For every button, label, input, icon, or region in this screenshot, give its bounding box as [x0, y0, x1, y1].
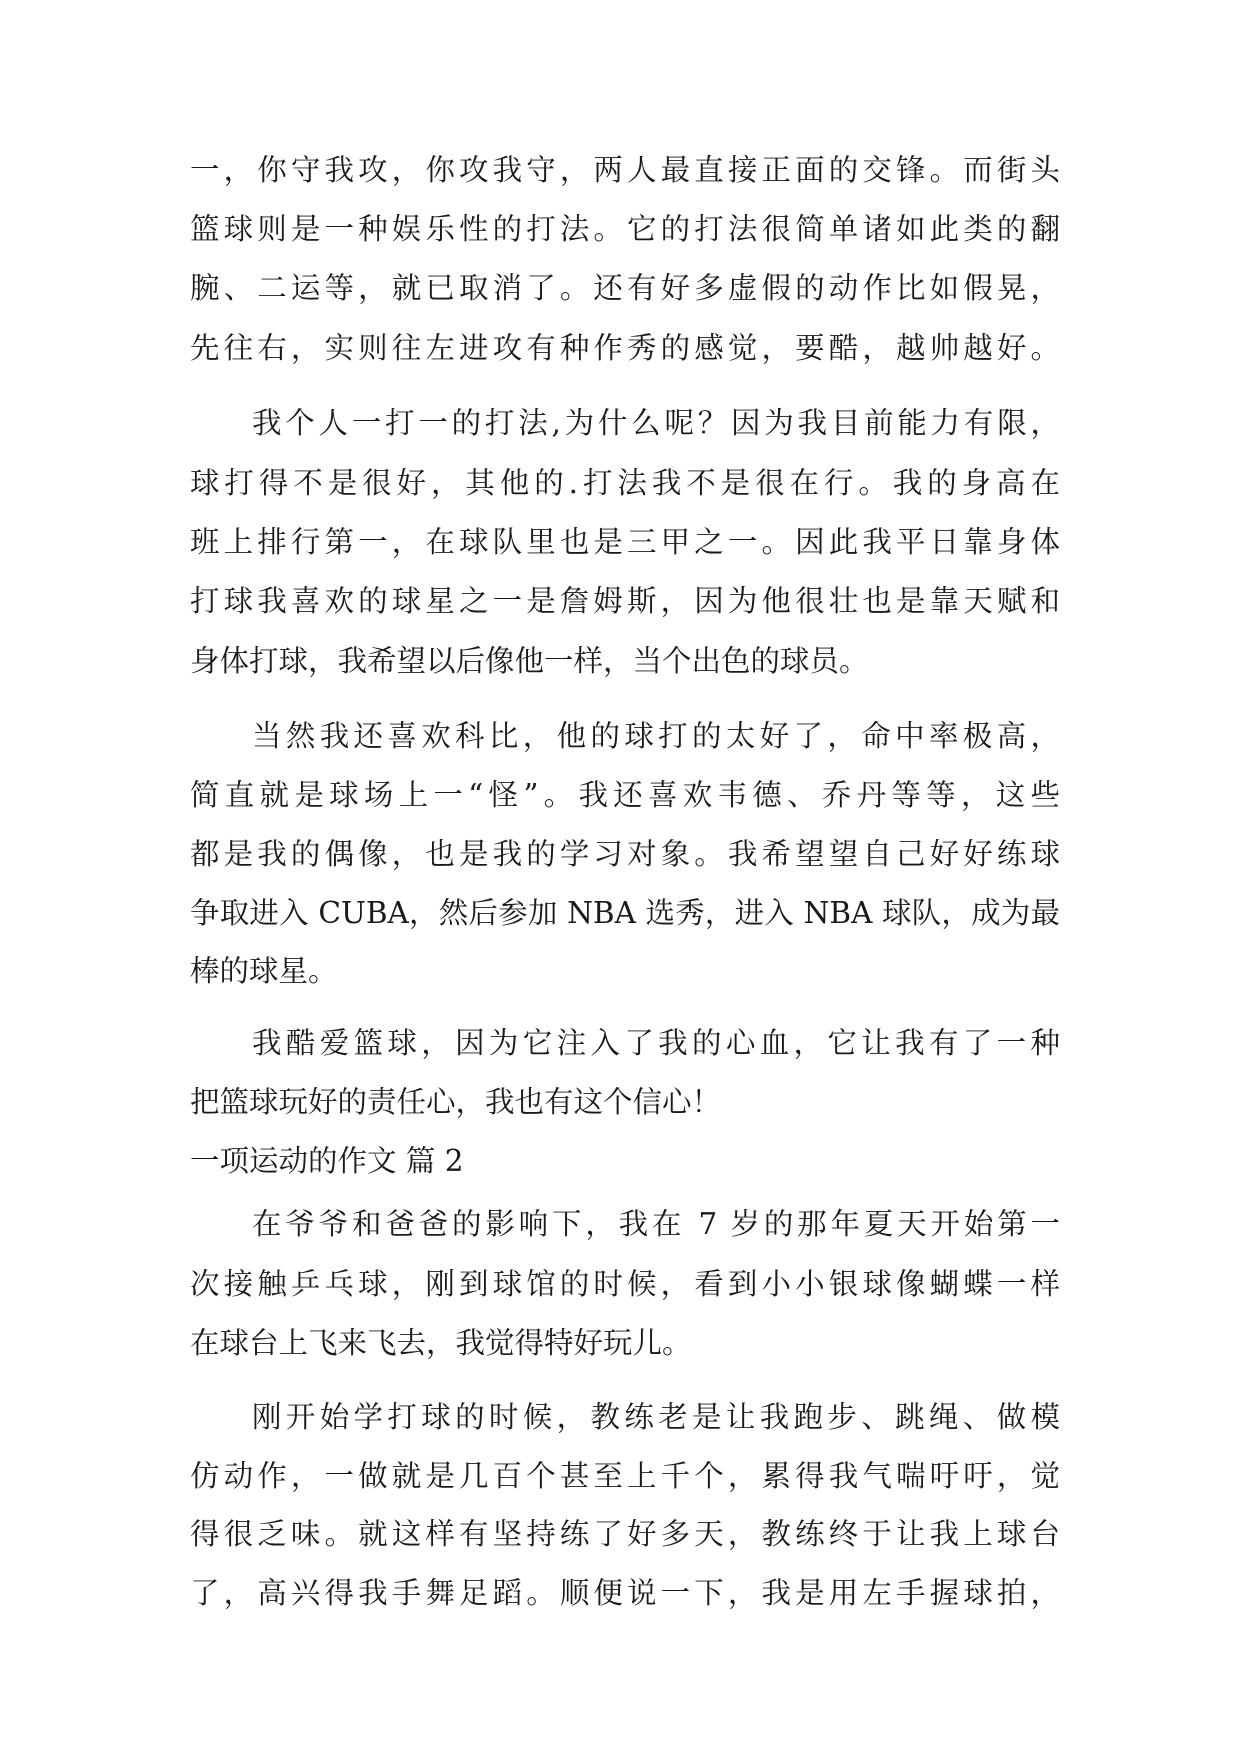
text-line: 了，高兴得我手舞足蹈。顺便说一下，我是用左手握球拍，: [190, 1576, 1060, 1610]
text-line: 得很乏味。就这样有坚持练了好多天，教练终于让我上球台: [190, 1517, 1060, 1551]
text-line: 都是我的偶像，也是我的学习对象。我希望望自己好好练球: [190, 837, 1060, 871]
text-line: 仿动作，一做就是几百个甚至上千个，累得我气喘吁吁，觉: [190, 1459, 1060, 1493]
paragraph-first-line: 我酷爱篮球，因为它注入了我的心血，它让我有了一种: [252, 1026, 1060, 1060]
text-line: 在球台上飞来飞去，我觉得特好玩儿。: [190, 1326, 692, 1360]
section-heading: 一项运动的作文 篇 2: [190, 1144, 464, 1178]
text-line: 争取进入 CUBA，然后参加 NBA 选秀，进入 NBA 球队，成为最: [190, 896, 1060, 930]
text-line: 棒的球星。: [190, 954, 338, 988]
text-line: 先往右，实则往左进攻有种作秀的感觉，要酷，越帅越好。: [190, 331, 1060, 365]
text-line: 班上排行第一，在球队里也是三甲之一。因此我平日靠身体: [190, 525, 1060, 559]
text-line: 身体打球，我希望以后像他一样，当个出色的球员。: [190, 644, 869, 678]
paragraph-first-line: 当然我还喜欢科比，他的球打的太好了，命中率极高，: [252, 719, 1060, 753]
text-line: 把篮球玩好的责任心，我也有这个信心！: [190, 1085, 722, 1119]
text-line: 一，你守我攻，你攻我守，两人最直接正面的交锋。而街头: [190, 153, 1060, 187]
text-line: 打球我喜欢的球星之一是詹姆斯，因为他很壮也是靠天赋和: [190, 584, 1060, 618]
text-line: 球打得不是很好，其他的.打法我不是很在行。我的身高在: [190, 466, 1060, 500]
text-line: 简直就是球场上一“怪”。我还喜欢韦德、乔丹等等，这些: [190, 778, 1060, 812]
text-line: 腕、二运等，就已取消了。还有好多虚假的动作比如假晃，: [190, 271, 1060, 305]
paragraph-first-line: 在爷爷和爸爸的影响下，我在 7 岁的那年夏天开始第一: [252, 1207, 1060, 1241]
text-line: 篮球则是一种娱乐性的打法。它的打法很简单诸如此类的翻: [190, 212, 1060, 246]
paragraph-first-line: 我个人一打一的打法,为什么呢？因为我目前能力有限，: [252, 406, 1060, 440]
paragraph-first-line: 刚开始学打球的时候，教练老是让我跑步、跳绳、做模: [252, 1400, 1060, 1434]
text-line: 次接触乒乓球，刚到球馆的时候，看到小小银球像蝴蝶一样: [190, 1267, 1060, 1301]
